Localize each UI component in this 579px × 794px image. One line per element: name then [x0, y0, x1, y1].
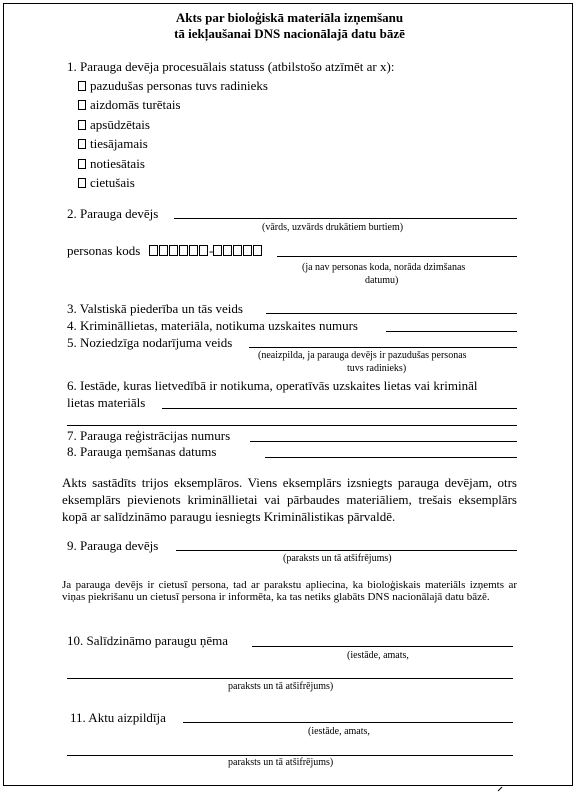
q2-hint: (vārds, uzvārds drukātiem burtiem) — [262, 222, 404, 233]
form-title-line2: tā iekļaušanai DNS nacionālajā datu bāzē — [174, 26, 405, 41]
q1-label: 1. Parauga devēja procesuālais statuss (atbilstošo atzīmēt ar x): — [67, 59, 395, 74]
q1-option[interactable]: notiesātais — [78, 156, 145, 171]
personal-code-field[interactable] — [277, 256, 517, 257]
copies-paragraph: Akts sastādīts trijos eksemplāros. Viens eksemplārs izsniegts parauga devējam, otrs eksemplārs pievienots krimināllietai vai pārbaudes materiāliem, trešais eksemplārs kopā ar salīdzināmo paraugu iesniegts Kriminālistikas pārvaldē. — [62, 475, 517, 524]
q1-option[interactable]: aizdomās turētais — [78, 97, 181, 112]
q4-field[interactable] — [386, 331, 517, 332]
q5-label: 5. Noziedzīga nodarījuma veids — [67, 335, 233, 350]
q7-field[interactable] — [250, 441, 517, 442]
checkbox[interactable] — [78, 159, 86, 169]
q8-field[interactable] — [265, 457, 517, 458]
personal-code-boxes[interactable]: - — [149, 243, 263, 258]
checkbox[interactable] — [78, 178, 86, 188]
checkbox[interactable] — [78, 81, 86, 91]
q11-field[interactable] — [183, 722, 513, 723]
q6-field-extra[interactable] — [67, 425, 517, 426]
q1-option[interactable]: tiesājamais — [78, 136, 148, 151]
q11-hint2: paraksts un tā atšifrējums) — [228, 757, 334, 768]
personal-code-label: personas kods — [67, 243, 141, 258]
q9-label: 9. Parauga devējs — [67, 538, 159, 553]
q1-option[interactable]: apsūdzētais — [78, 117, 150, 132]
q9-hint: (paraksts un tā atšifrējums) — [283, 553, 392, 564]
q4-label: 4. Krimināllietas, materiāla, notikuma uzskaites numurs — [67, 318, 358, 333]
q1-option[interactable]: pazudušas personas tuvs radinieks — [78, 78, 268, 93]
q10-hint2: paraksts un tā atšifrējums) — [228, 681, 334, 692]
q10-field-line2[interactable] — [67, 678, 513, 679]
form-title-line1: Akts par bioloģiskā materiāla izņemšanu — [175, 10, 404, 25]
q5-hint2: tuvs radinieks) — [347, 363, 407, 374]
q5-hint1: (neaizpilda, ja parauga devējs ir pazudušas personas — [258, 350, 467, 361]
personal-code-hint2: datumu) — [365, 275, 399, 286]
checkbox[interactable] — [78, 139, 86, 149]
q2-name-field[interactable] — [174, 218, 517, 219]
q5-field[interactable] — [249, 347, 517, 348]
q8-label: 8. Parauga ņemšanas datums — [67, 444, 217, 459]
q3-field[interactable] — [266, 313, 517, 314]
q6-label-line2: lietas materiāls — [67, 395, 146, 410]
checkbox[interactable] — [78, 100, 86, 110]
q6-label-line1: 6. Iestāde, kuras lietvedībā ir notikuma, operatīvās uzskaites lietas vai krimināl — [67, 378, 478, 393]
q11-field-line2[interactable] — [67, 755, 513, 756]
q3-label: 3. Valstiskā piederība un tās veids — [67, 301, 243, 316]
personal-code-hint1: (ja nav personas koda, norāda dzimšanas — [302, 262, 466, 273]
checkbox[interactable] — [78, 120, 86, 130]
q2-label: 2. Parauga devējs — [67, 206, 159, 221]
victim-paragraph: Ja parauga devējs ir cietusī persona, tad ar parakstu apliecina, ka bioloģiskais materiāls izņemts ar viņas piekrišanu un cietusī persona ir informēta, ka tas netiks glabāts DNS nacionālajā datu bāzē. — [62, 579, 517, 603]
q6-field[interactable] — [162, 408, 517, 409]
q10-hint1: (iestāde, amats, — [347, 650, 409, 661]
q1-option[interactable]: cietušais — [78, 175, 135, 190]
q11-hint1: (iestāde, amats, — [308, 726, 370, 737]
q10-label: 10. Salīdzināmo paraugu ņēma — [67, 633, 229, 648]
q10-field[interactable] — [252, 646, 513, 647]
q9-signature-field[interactable] — [176, 550, 517, 551]
page-corner-mark — [497, 786, 503, 792]
q11-label: 11. Aktu aizpildīja — [70, 710, 166, 725]
q7-label: 7. Parauga reģistrācijas numurs — [67, 428, 231, 443]
